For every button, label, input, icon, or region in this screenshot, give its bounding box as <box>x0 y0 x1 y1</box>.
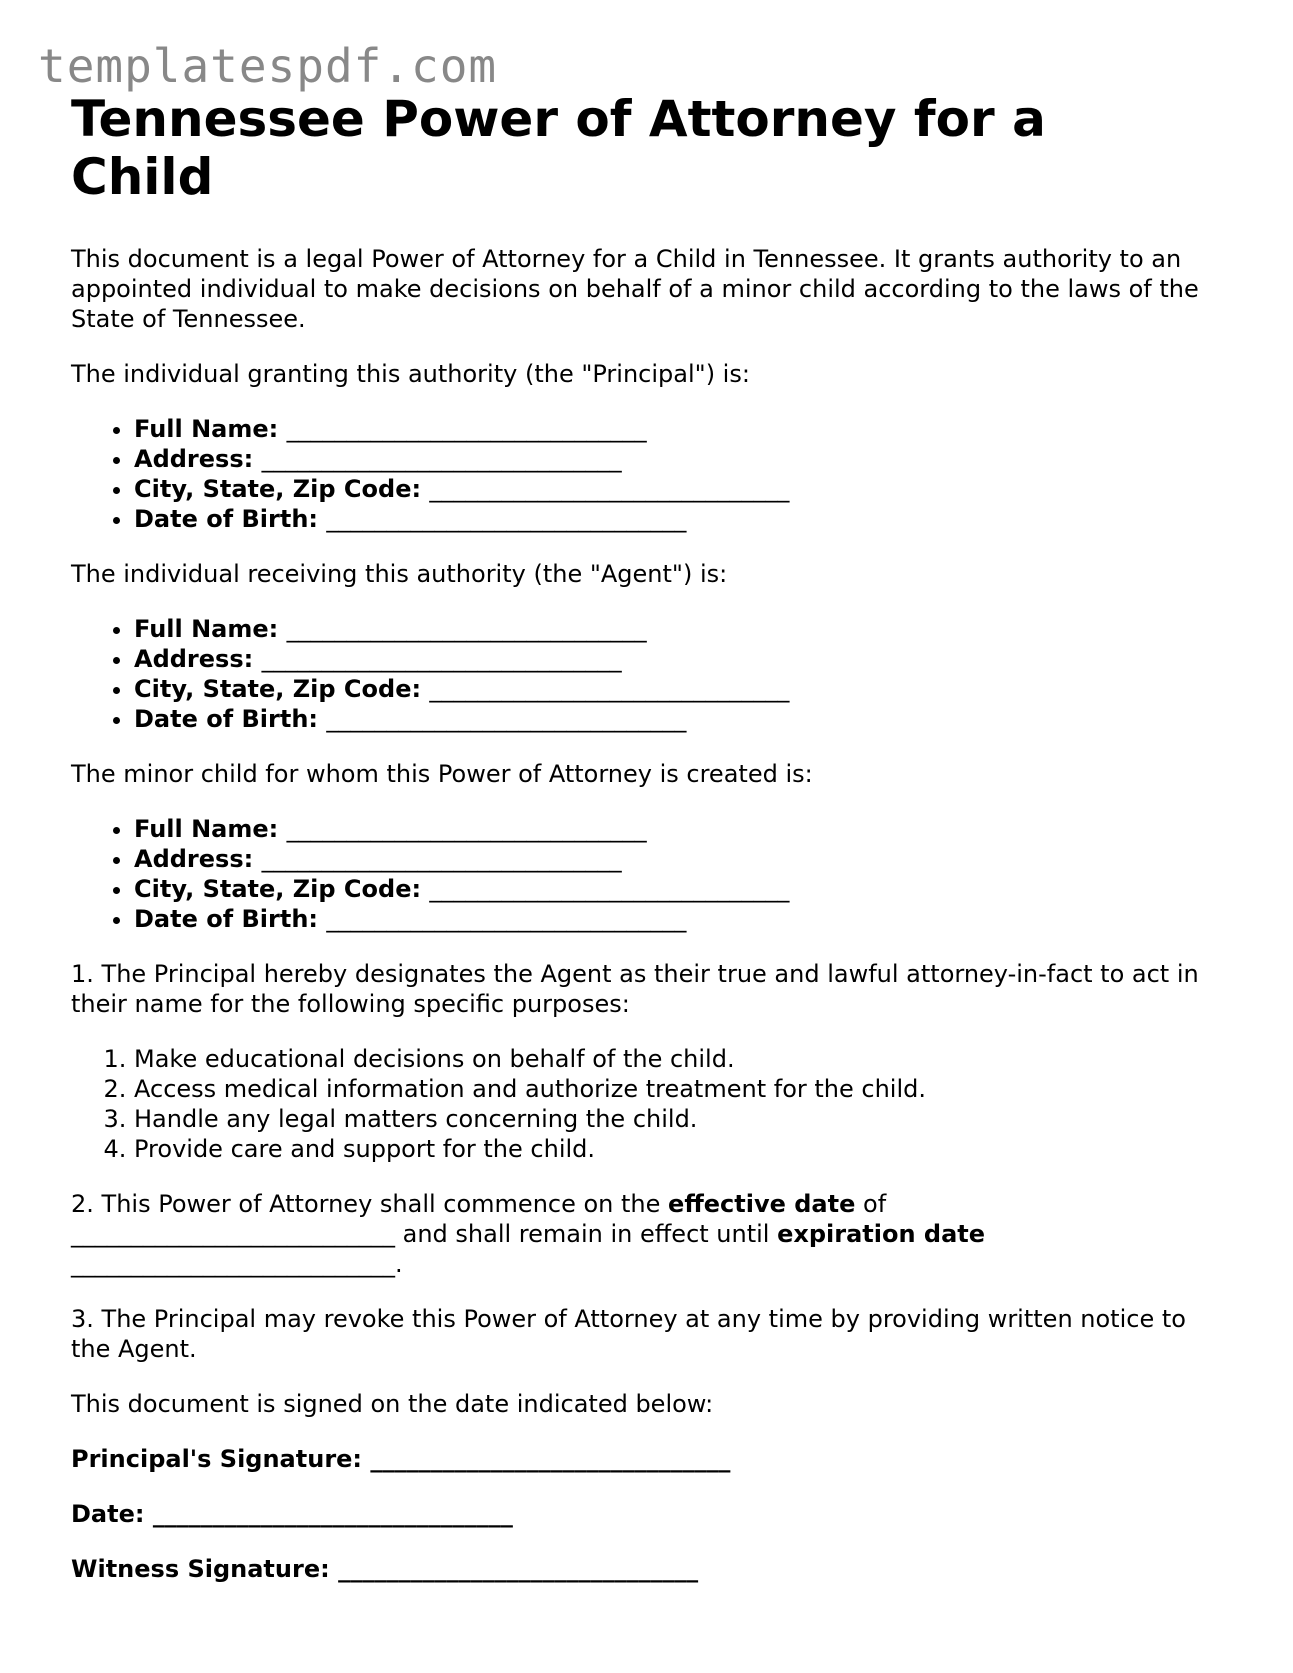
intro-paragraph: This document is a legal Power of Attorney for a Child in Tennessee. It grants authority to an appointed individual to make decisions on behalf of a minor child according to the laws of the State of Tennessee. <box>71 245 1199 333</box>
purpose-item: 2. Access medical information and authorize treatment for the child. <box>134 1074 1231 1104</box>
child-fields <box>71 814 1231 934</box>
child-full-name-field[interactable]: • Full Name: ______________________________ <box>134 814 1231 844</box>
principal-address-field[interactable]: • Address: ______________________________ <box>134 444 1231 474</box>
principal-full-name-field[interactable]: • Full Name: ______________________________ <box>134 414 1231 444</box>
agent-lead: The individual receiving this authority (the "Agent") is: <box>71 560 728 588</box>
agent-fields <box>71 614 1231 734</box>
document-body <box>71 90 1231 1584</box>
principal-city-state-zip-field[interactable]: • City, State, Zip Code: ______________________________ <box>134 474 1231 504</box>
witness-signature-field[interactable]: Witness Signature: ______________________________ <box>71 1555 699 1583</box>
principal-lead: The individual granting this authority (the "Principal") is: <box>71 360 750 388</box>
agent-full-name-field[interactable]: • Full Name: ______________________________ <box>134 614 1231 644</box>
expiration-date-label: expiration date <box>777 1220 986 1248</box>
date-field[interactable]: Date: ______________________________ <box>71 1500 513 1528</box>
child-lead: The minor child for whom this Power of Attorney is created is: <box>71 760 813 788</box>
principal-fields <box>71 414 1231 534</box>
watermark: templatespdf.com <box>38 39 498 93</box>
section-2-text: 2. This Power of Attorney shall commence on the effective date of ___________________________ and shall remain in effect until expiration date ___________________________. <box>71 1190 986 1278</box>
purpose-item: 1. Make educational decisions on behalf of the child. <box>134 1044 1231 1074</box>
agent-address-field[interactable]: • Address: ______________________________ <box>134 644 1231 674</box>
child-city-state-zip-field[interactable]: • City, State, Zip Code: ______________________________ <box>134 874 1231 904</box>
principal-dob-field[interactable]: • Date of Birth: ______________________________ <box>134 504 1231 534</box>
effective-date-label: effective date <box>668 1190 856 1218</box>
expiration-date-field[interactable]: ___________________________ <box>71 1250 395 1278</box>
section-1-text: 1. The Principal hereby designates the Agent as their true and lawful attorney-in-fact to act in their name for the following specific purposes: <box>71 960 1199 1018</box>
section-3-text: 3. The Principal may revoke this Power of Attorney at any time by providing written notice to the Agent. <box>71 1305 1186 1363</box>
agent-dob-field[interactable]: • Date of Birth: ______________________________ <box>134 704 1231 734</box>
effective-date-field[interactable]: ___________________________ <box>71 1220 395 1248</box>
agent-city-state-zip-field[interactable]: • City, State, Zip Code: ______________________________ <box>134 674 1231 704</box>
child-address-field[interactable]: • Address: ______________________________ <box>134 844 1231 874</box>
signed-statement: This document is signed on the date indicated below: <box>71 1390 714 1418</box>
purpose-item: 3. Handle any legal matters concerning the child. <box>134 1104 1231 1134</box>
principal-signature-field[interactable]: Principal's Signature: ______________________________ <box>71 1445 731 1473</box>
child-dob-field[interactable]: • Date of Birth: ______________________________ <box>134 904 1231 934</box>
page-title: Tennessee Power of Attorney for a Child <box>71 90 1046 206</box>
purpose-item: 4. Provide care and support for the child. <box>134 1134 1231 1164</box>
purposes-list <box>71 1044 1231 1164</box>
